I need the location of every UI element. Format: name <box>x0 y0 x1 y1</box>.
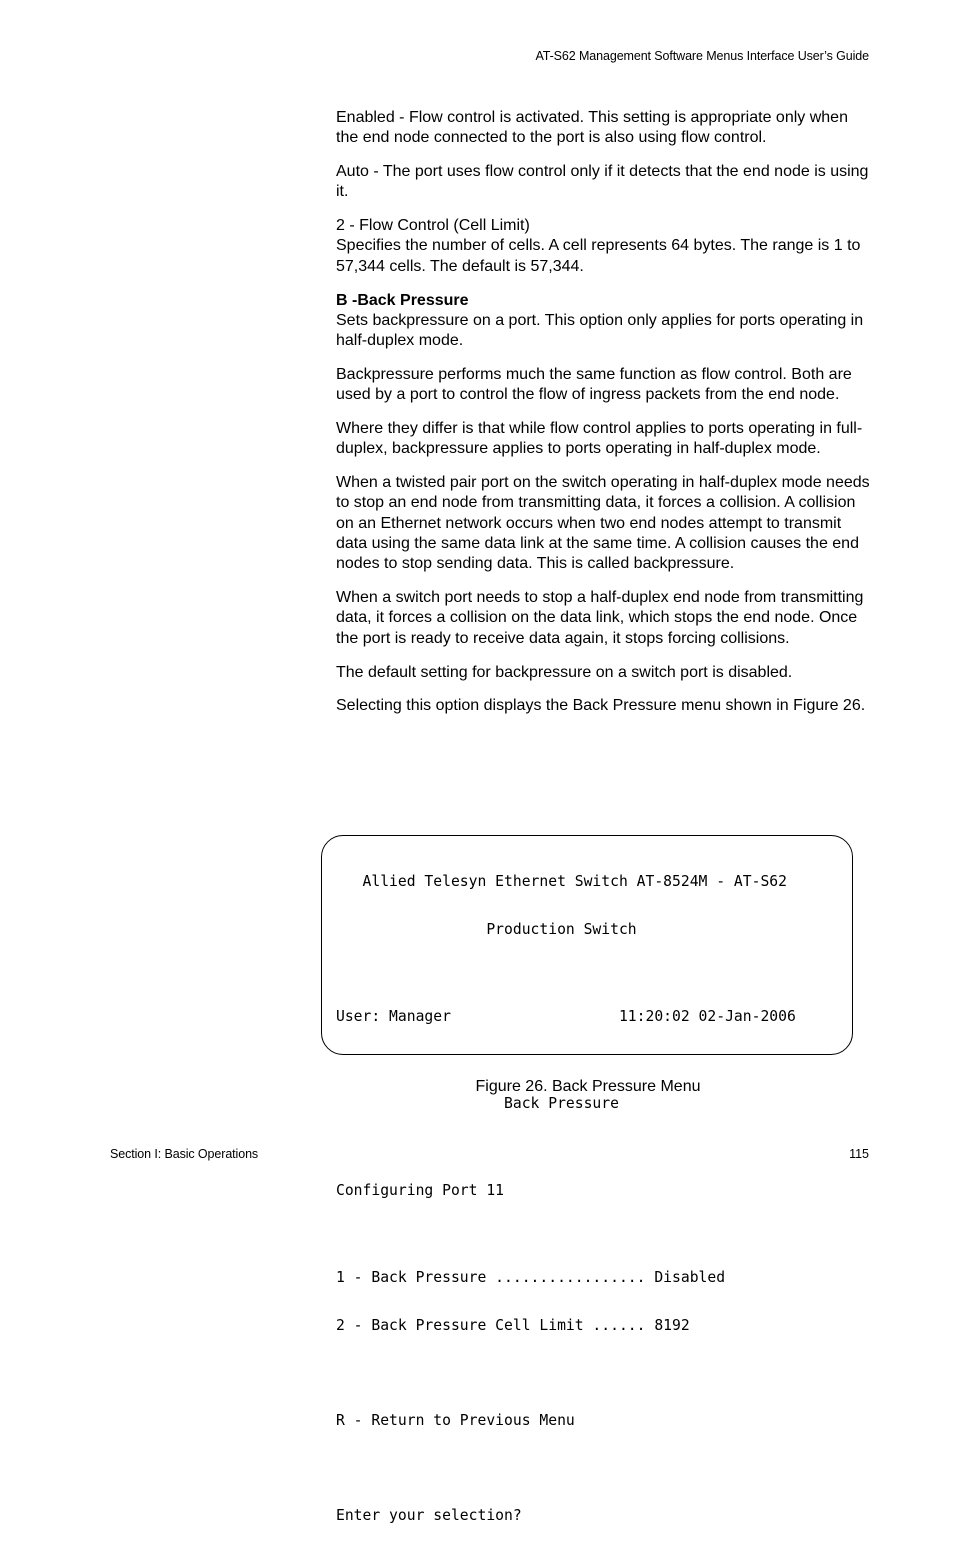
terminal-option-back-pressure: 1 - Back Pressure ................. Disabled <box>336 1269 726 1286</box>
paragraph-twisted-pair: When a twisted pair port on the switch operating in half-duplex mode needs to stop an end node from transmitting data, it forces a collision. A collision on an Ethernet network occurs when two end nodes attempt to transmit data using the same data link at the same time. A collision causes the end nodes to stop sending data. This is called backpressure. <box>336 474 870 573</box>
paragraph-where-they-differ: Where they differ is that while flow control applies to ports operating in full-duplex, backpressure applies to ports operating in half-duplex mode. <box>336 420 863 458</box>
terminal-option-cell-limit: 2 - Back Pressure Cell Limit ...... 8192 <box>336 1317 690 1334</box>
terminal-user-line: User: Manager 11:20:02 02-Jan-2006 <box>336 1008 796 1025</box>
paragraph-flow-control-cell-limit <box>336 216 872 277</box>
running-header: AT-S62 Management Software Menus Interface User’s Guide <box>535 49 869 63</box>
footer-section: Section I: Basic Operations <box>110 1147 259 1161</box>
body-text <box>336 108 872 730</box>
figure-caption: Figure 26. Back Pressure Menu <box>475 1078 701 1095</box>
paragraph-enabled: Enabled - Flow control is activated. This setting is appropriate only when the end node connected to the port is also using flow control. <box>336 109 848 147</box>
terminal-menu-title: Back Pressure <box>336 1095 619 1112</box>
footer-page-number: 115 <box>849 1147 869 1161</box>
terminal-config-line: Configuring Port 11 <box>336 1182 505 1199</box>
paragraph-switch-port: When a switch port needs to stop a half-duplex end node from transmitting data, it forces a collision on the data link, which stops the end node. Once the port is ready to receive data again, it stops forcing collisions. <box>336 589 864 647</box>
terminal-title-line-1: Allied Telesyn Ethernet Switch AT-8524M - AT-S62 <box>336 873 787 890</box>
paragraph-default-setting: The default setting for backpressure on a switch port is disabled. <box>336 663 793 681</box>
terminal-title-line-2: Production Switch <box>336 921 637 938</box>
flow-control-item-description: Specifies the number of cells. A cell represents 64 bytes. The range is 1 to 57,344 cells. The default is 57,344. <box>336 237 861 275</box>
paragraph-back-pressure <box>336 291 872 352</box>
paragraph-backpressure-function: Backpressure performs much the same function as flow control. Both are used by a port to control the flow of ingress packets from the end node. <box>336 365 852 404</box>
terminal-prompt: Enter your selection? <box>336 1507 522 1524</box>
paragraph-auto: Auto - The port uses flow control only if it detects that the end node is using it. <box>336 163 869 201</box>
terminal-option-return: R - Return to Previous Menu <box>336 1412 575 1429</box>
terminal-text <box>336 842 796 1556</box>
flow-control-item-label: 2 - Flow Control (Cell Limit) <box>336 217 530 235</box>
back-pressure-description: Sets backpressure on a port. This option only applies for ports operating in half-duplex mode. <box>336 311 864 350</box>
paragraph-selecting-option: Selecting this option displays the Back Pressure menu shown in Figure 26. <box>336 697 866 715</box>
back-pressure-heading: B -Back Pressure <box>336 291 469 309</box>
